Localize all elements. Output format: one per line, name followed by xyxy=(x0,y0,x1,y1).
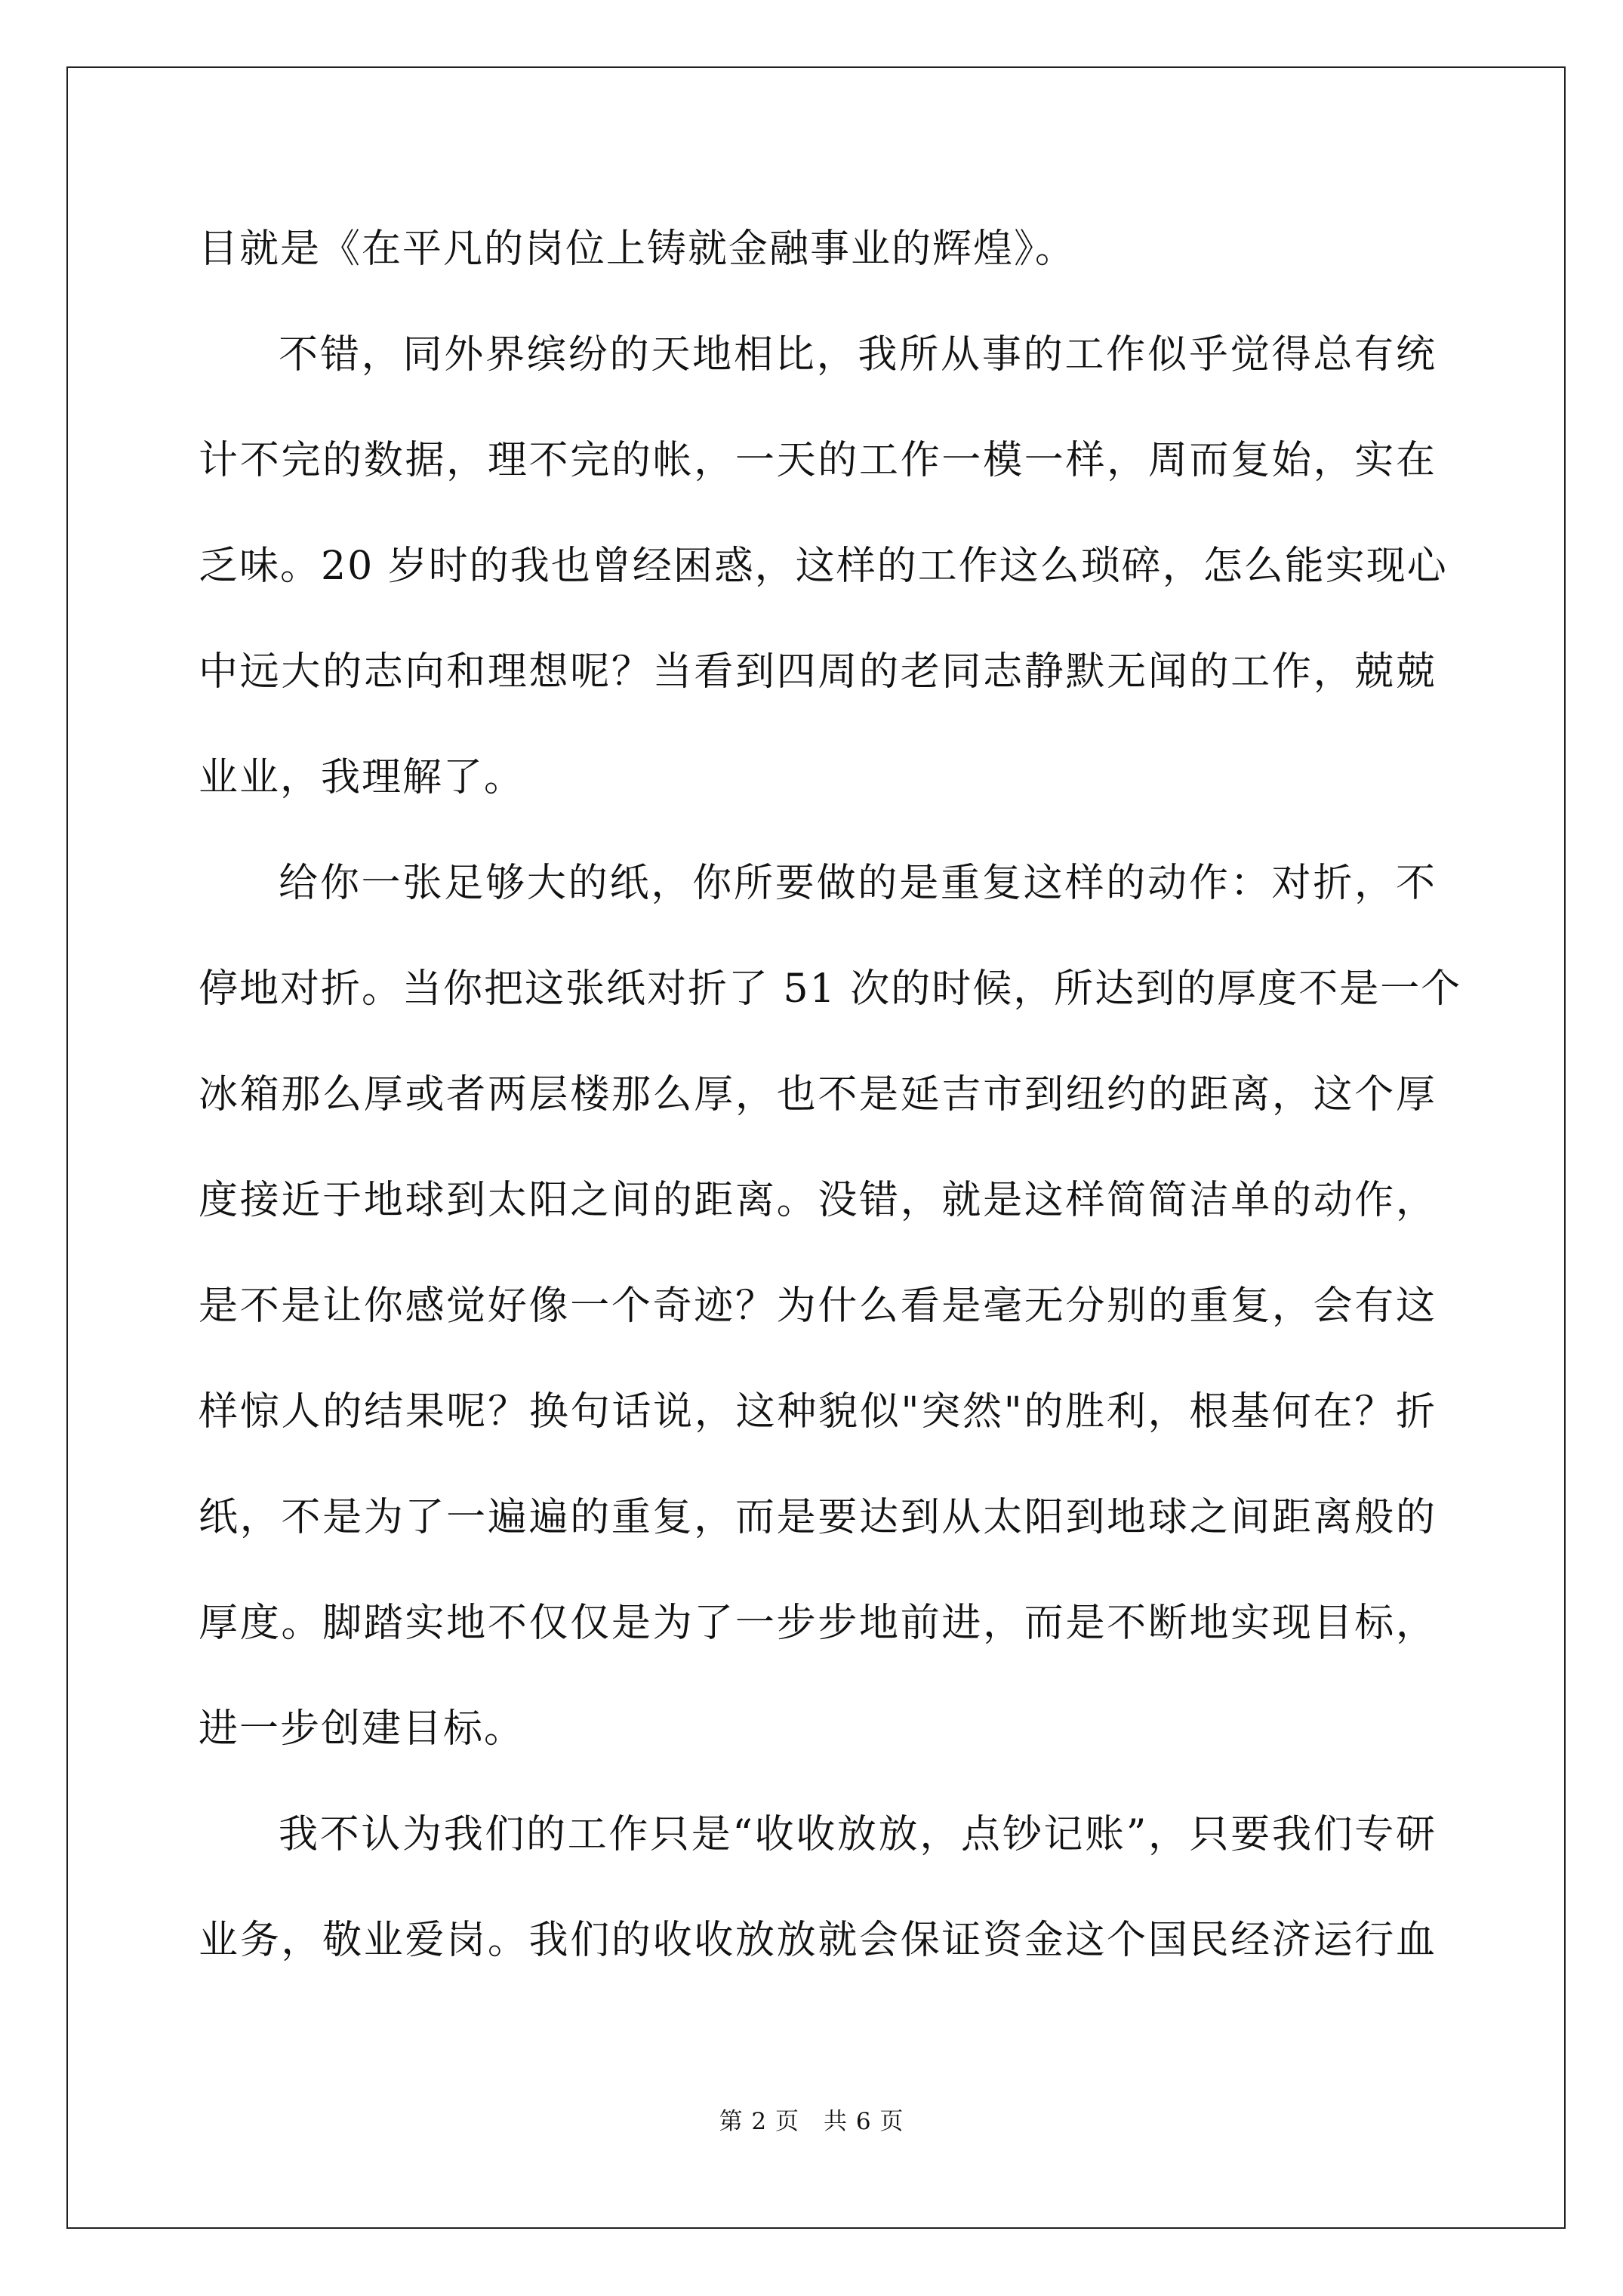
text-line: 是不是让你感觉好像一个奇迹？为什么看是毫无分别的重复，会有这 xyxy=(199,1284,1437,1329)
text-line: 给你一张足够大的纸，你所要做的是重复这样的动作：对折，不 xyxy=(279,861,1437,906)
text-line: 纸，不是为了一遍遍的重复，而是要达到从太阳到地球之间距离般的 xyxy=(199,1495,1437,1540)
text-line: 目就是《在平凡的岗位上铸就金融事业的辉煌》。 xyxy=(199,227,1076,272)
text-line: 度接近于地球到太阳之间的距离。没错，就是这样简简洁单的动作， xyxy=(199,1178,1437,1223)
text-line: 业务，敬业爱岗。我们的收收放放就会保证资金这个国民经济运行血 xyxy=(199,1918,1437,1963)
text-line: 冰箱那么厚或者两层楼那么厚，也不是延吉市到纽约的距离，这个厚 xyxy=(199,1072,1437,1117)
text-line: 进一步创建目标。 xyxy=(199,1706,525,1752)
text-line: 计不完的数据，理不完的帐，一天的工作一模一样，周而复始，实在 xyxy=(199,438,1437,483)
page-footer: 第 2 页 共 6 页 xyxy=(719,2108,904,2135)
text-line: 乏味。20 岁时的我也曾经困惑，这样的工作这么琐碎，怎么能实现心 xyxy=(199,544,1448,589)
text-line: 我不认为我们的工作只是“收收放放，点钞记账”，只要我们专研 xyxy=(279,1812,1437,1857)
document-body xyxy=(199,196,1462,1993)
text-line: 停地对折。当你把这张纸对折了 51 次的时候，所达到的厚度不是一个 xyxy=(199,966,1462,1012)
text-line: 不错，同外界缤纷的天地相比，我所从事的工作似乎觉得总有统 xyxy=(279,332,1437,378)
text-line: 中远大的志向和理想呢？当看到四周的老同志静默无闻的工作，兢兢 xyxy=(199,649,1437,695)
text-line: 厚度。脚踏实地不仅仅是为了一步步地前进，而是不断地实现目标， xyxy=(199,1601,1437,1646)
text-line: 样惊人的结果呢？换句话说，这种貌似"突然"的胜利，根基何在？折 xyxy=(199,1389,1437,1435)
text-line: 业业，我理解了。 xyxy=(199,755,525,800)
